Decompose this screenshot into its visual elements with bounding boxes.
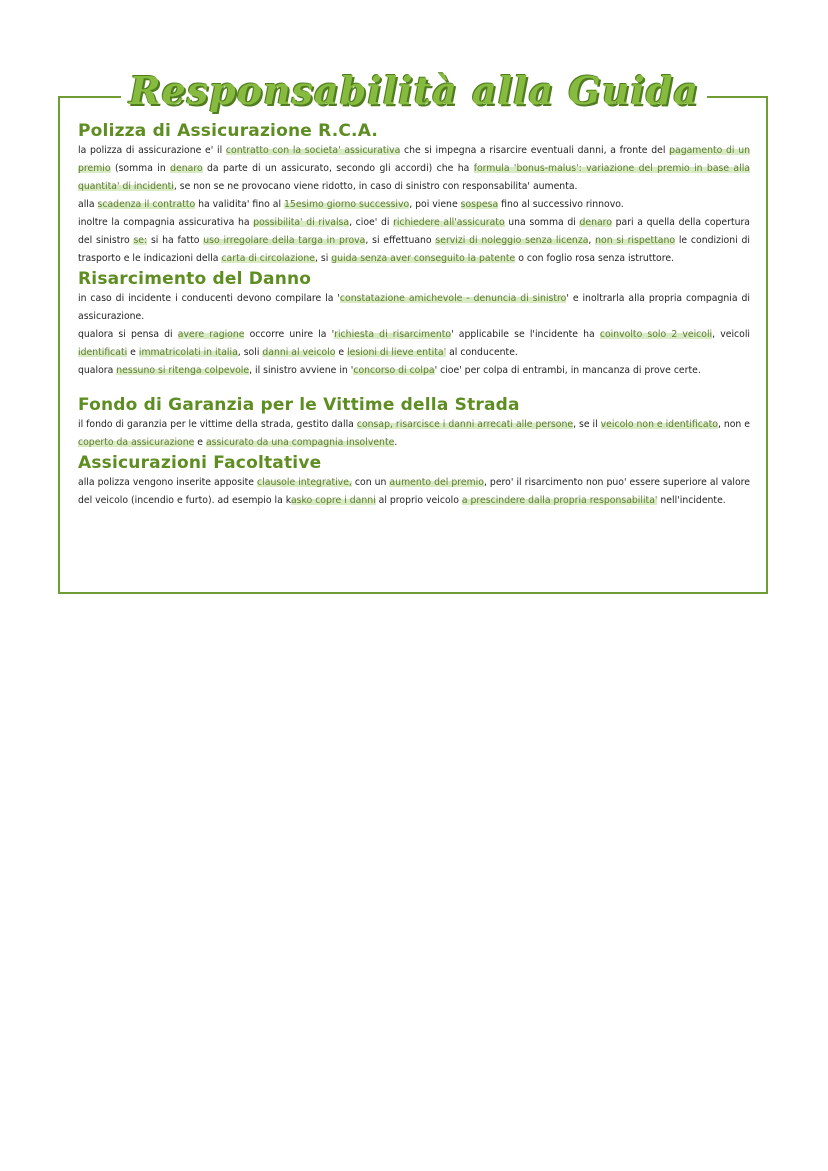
highlighted-text: servizi di noleggio senza licenza (435, 235, 589, 246)
text-segment: alla (78, 199, 98, 210)
highlighted-text: sospesa (460, 199, 499, 210)
text-segment: . (394, 437, 398, 448)
section-heading-risarcimento-del-danno: Risarcimento del Danno (78, 269, 312, 289)
highlighted-text: richiesta di risarcimento (334, 329, 452, 340)
text-segment: qualora (78, 365, 117, 376)
highlighted-text: uso irregolare della targa in prova (203, 235, 366, 246)
highlighted-text: lesioni di lieve entita' (347, 347, 447, 358)
text-segment: , pero' il risarcimento non puo' essere superiore al valore del veicolo (incendio e furto). ad esempio la k (78, 477, 751, 506)
highlighted-text: nessuno si ritenga colpevole (116, 365, 250, 376)
highlighted-text: veicolo non e identificato (600, 419, 718, 430)
text-segment: da parte di un assicurato, secondo gli accordi) che ha (202, 163, 474, 174)
text-segment: in caso di incidente i conducenti devono compilare la ' (78, 293, 340, 304)
text-segment: ha validita' fino al (195, 199, 285, 210)
text-segment: una somma di (504, 217, 580, 228)
highlighted-text: denaro (170, 163, 203, 174)
text-segment: pari a quella della copertura del sinistro (78, 217, 751, 246)
text-segment: o con foglio rosa senza istruttore. (515, 253, 675, 264)
section-heading-assicurazioni-facoltative: Assicurazioni Facoltative (78, 453, 322, 473)
highlighted-text: possibilita' di rivalsa (253, 217, 350, 228)
text-segment: la polizza di assicurazione e' il (78, 145, 226, 156)
section-heading-polizza-di-assicurazione-r-c-a: Polizza di Assicurazione R.C.A. (78, 121, 379, 141)
highlighted-text: constatazione amichevole - denuncia di sinistro (339, 293, 567, 304)
highlighted-text: contratto con la societa' assicurativa (225, 145, 401, 156)
paragraph (78, 196, 750, 214)
highlighted-text: aumento del premio (389, 477, 484, 488)
text-segment: ' cioe' per colpa di entrambi, in mancanza di prove certe. (434, 365, 701, 376)
highlighted-text: formula 'bonus-malus': variazione del premio in base alla quantita' di incidenti (78, 163, 750, 192)
paragraph (78, 416, 750, 452)
highlighted-text: scadenza il contratto (97, 199, 196, 210)
highlighted-text: immatricolati in italia (138, 347, 238, 358)
text-segment: , si effettuano (365, 235, 436, 246)
highlighted-text: a prescindere dalla propria responsabilita' (461, 495, 658, 506)
text-segment: occorre unire la ' (244, 329, 335, 340)
paragraph (78, 214, 750, 268)
document-body (78, 120, 750, 510)
highlighted-text: carta di circolazione (221, 253, 315, 264)
highlighted-text: asko copre i danni (290, 495, 376, 506)
text-segment: , (588, 235, 596, 246)
text-segment: nell'incidente. (657, 495, 726, 506)
paragraph (78, 362, 750, 380)
paragraph (78, 474, 750, 510)
highlighted-text: non si rispettano (595, 235, 676, 246)
text-segment: che si impegna a risarcire eventuali danni, a fronte del (400, 145, 670, 156)
text-segment: , se il (573, 419, 601, 430)
text-segment: con un (351, 477, 390, 488)
highlighted-text: coperto da assicurazione (78, 437, 195, 448)
text-segment: ' e inoltrarla alla propria compagnia di assicurazione. (78, 293, 750, 322)
page-title-wrap (0, 68, 828, 113)
highlighted-text: consap, risarcisce i danni arrecati alle persone (356, 419, 574, 430)
text-segment: inoltre la compagnia assicurativa ha (78, 217, 254, 228)
text-segment: , cioe' di (349, 217, 394, 228)
text-segment: alla polizza vengono inserite apposite (78, 477, 258, 488)
highlighted-text: assicurato da una compagnia insolvente (205, 437, 395, 448)
text-segment: e (194, 437, 206, 448)
text-segment: , non e (717, 419, 751, 430)
highlighted-text: guida senza aver conseguito la patente (331, 253, 516, 264)
text-segment: al proprio veicolo (375, 495, 462, 506)
text-segment: e (335, 347, 348, 358)
text-segment: , si (314, 253, 332, 264)
text-segment: al conducente. (446, 347, 518, 358)
paragraph (78, 290, 750, 326)
highlighted-text: pagamento di un premio (78, 145, 750, 174)
text-segment: e (127, 347, 139, 358)
text-segment: , il sinistro avviene in ' (249, 365, 354, 376)
paragraph (78, 142, 750, 196)
text-segment: , poi viene (409, 199, 461, 210)
highlighted-text: concorso di colpa (353, 365, 435, 376)
highlighted-text: identificati (78, 347, 128, 358)
text-segment: , soli (237, 347, 263, 358)
highlighted-text: se: (133, 235, 148, 246)
highlighted-text: coinvolto solo 2 veicoli (599, 329, 713, 340)
highlighted-text: 15esimo giorno successivo (284, 199, 410, 210)
text-segment: qualora si pensa di (78, 329, 178, 340)
highlighted-text: clausole integrative, (257, 477, 352, 488)
paragraph (78, 326, 750, 362)
highlighted-text: richiedere all'assicurato (393, 217, 505, 228)
highlighted-text: avere ragione (177, 329, 245, 340)
text-segment: le condizioni di trasporto e le indicazioni della (78, 235, 750, 264)
text-segment: si ha fatto (147, 235, 204, 246)
section-heading-fondo-di-garanzia-per-le-vittime-della-strada: Fondo di Garanzia per le Vittime della Strada (78, 395, 520, 415)
highlighted-text: danni al veicolo (262, 347, 336, 358)
text-segment: , veicoli (712, 329, 750, 340)
page-title: Responsabilità alla Guida (121, 68, 707, 113)
text-segment: ' applicabile se l'incidente ha (451, 329, 600, 340)
text-segment: il fondo di garanzia per le vittime della strada, gestito dalla (78, 419, 357, 430)
text-segment: (somma in (110, 163, 171, 174)
text-segment: , se non se ne provocano viene ridotto, in caso di sinistro con responsabilita' aumenta. (173, 181, 578, 192)
text-segment: fino al successivo rinnovo. (498, 199, 624, 210)
highlighted-text: denaro (579, 217, 612, 228)
